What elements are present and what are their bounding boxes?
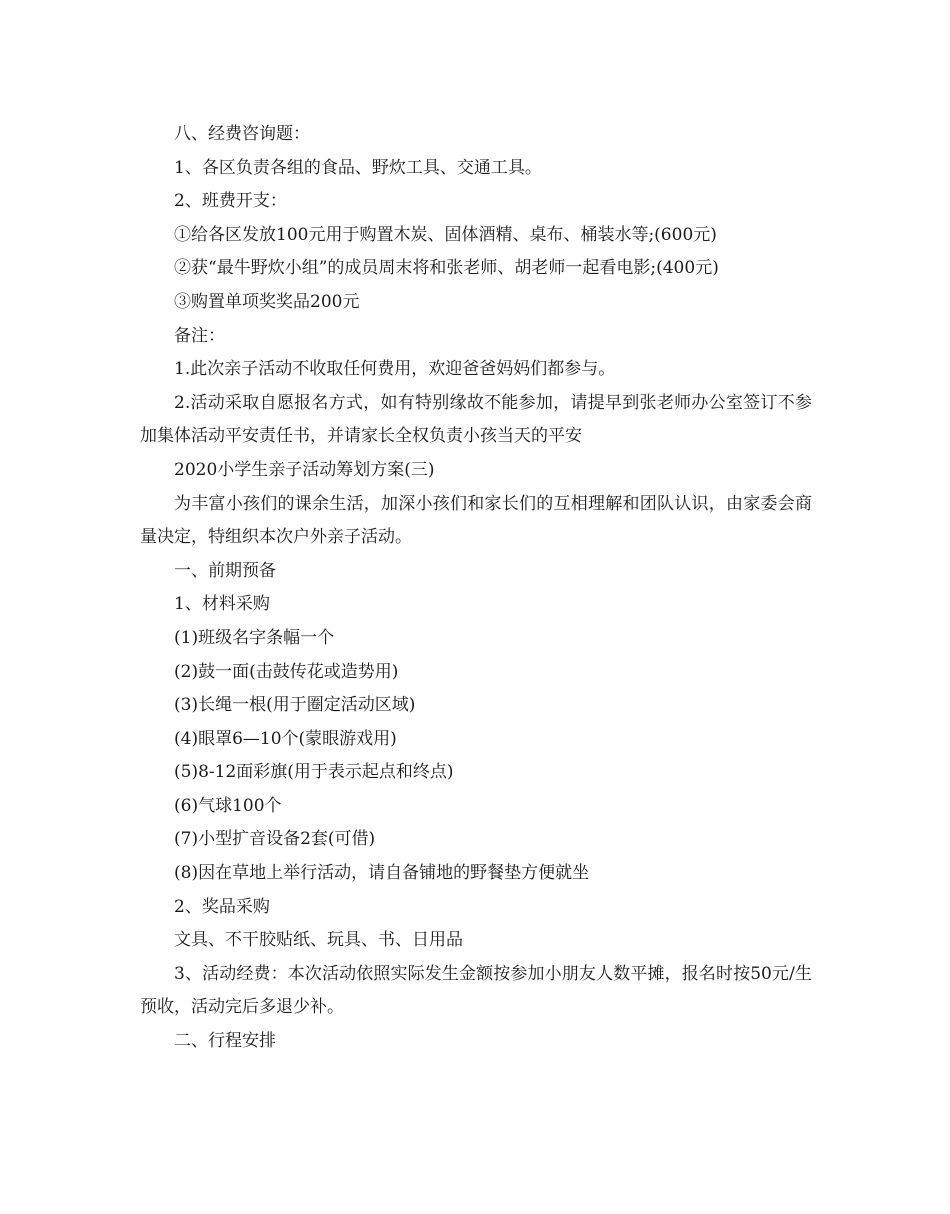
funds-paragraph: 3、活动经费：本次活动依照实际发生金额按参加小朋友人数平摊，报名时按50元/生预收，活动完后多退少补。 (140, 963, 812, 1018)
material-item: (2)鼓一面(击鼓传花或造势用) (174, 661, 399, 682)
material-item: (5)8-12面彩旗(用于表示起点和终点) (174, 762, 454, 783)
subsection-heading: 2、奖品采购 (174, 896, 270, 917)
section-heading: 一、前期预备 (174, 560, 276, 581)
notes-heading: 备注： (174, 325, 225, 346)
plan-title: 2020小学生亲子活动筹划方案(三) (174, 459, 435, 480)
document-page (140, 118, 812, 1059)
section-heading: 二、行程安排 (174, 1031, 276, 1052)
list-item: ③购置单项奖奖品200元 (174, 291, 360, 312)
material-item: (7)小型扩音设备2套(可借) (174, 829, 376, 850)
material-item: (1)班级名字条幅一个 (174, 627, 335, 648)
intro-paragraph: 为丰富小孩们的课余生活，加深小孩们和家长们的互相理解和团队认识，由家委会商量决定，特组织本次户外亲子活动。 (140, 493, 812, 548)
prize-list: 文具、不干胶贴纸、玩具、书、日用品 (174, 930, 463, 951)
list-item: 1、各区负责各组的食品、野炊工具、交通工具。 (174, 157, 542, 178)
subsection-heading: 1、材料采购 (174, 594, 270, 615)
list-item: ②获“最牛野炊小组”的成员周末将和张老师、胡老师一起看电影;(400元) (174, 258, 719, 279)
list-item: ①给各区发放100元用于购置木炭、固体酒精、桌布、桶装水等;(600元) (174, 224, 717, 245)
material-item: (3)长绳一根(用于圈定活动区域) (174, 695, 416, 716)
note-item: 2.活动采取自愿报名方式，如有特别缘故不能参加，请提早到张老师办公室签订不参加集体活动平安责任书，并请家长全权负责小孩当天的平安 (140, 392, 812, 447)
material-item: (6)气球100个 (174, 795, 282, 816)
note-item: 1.此次亲子活动不收取任何费用，欢迎爸爸妈妈们都参与。 (174, 359, 616, 380)
material-item: (4)眼罩6—10个(蒙眼游戏用) (174, 728, 397, 749)
heading-funding-questions: 八、经费咨询题： (174, 124, 310, 144)
list-item: 2、班费开支： (174, 191, 287, 212)
material-item: (8)因在草地上举行活动，请自备铺地的野餐垫方便就坐 (174, 863, 590, 884)
